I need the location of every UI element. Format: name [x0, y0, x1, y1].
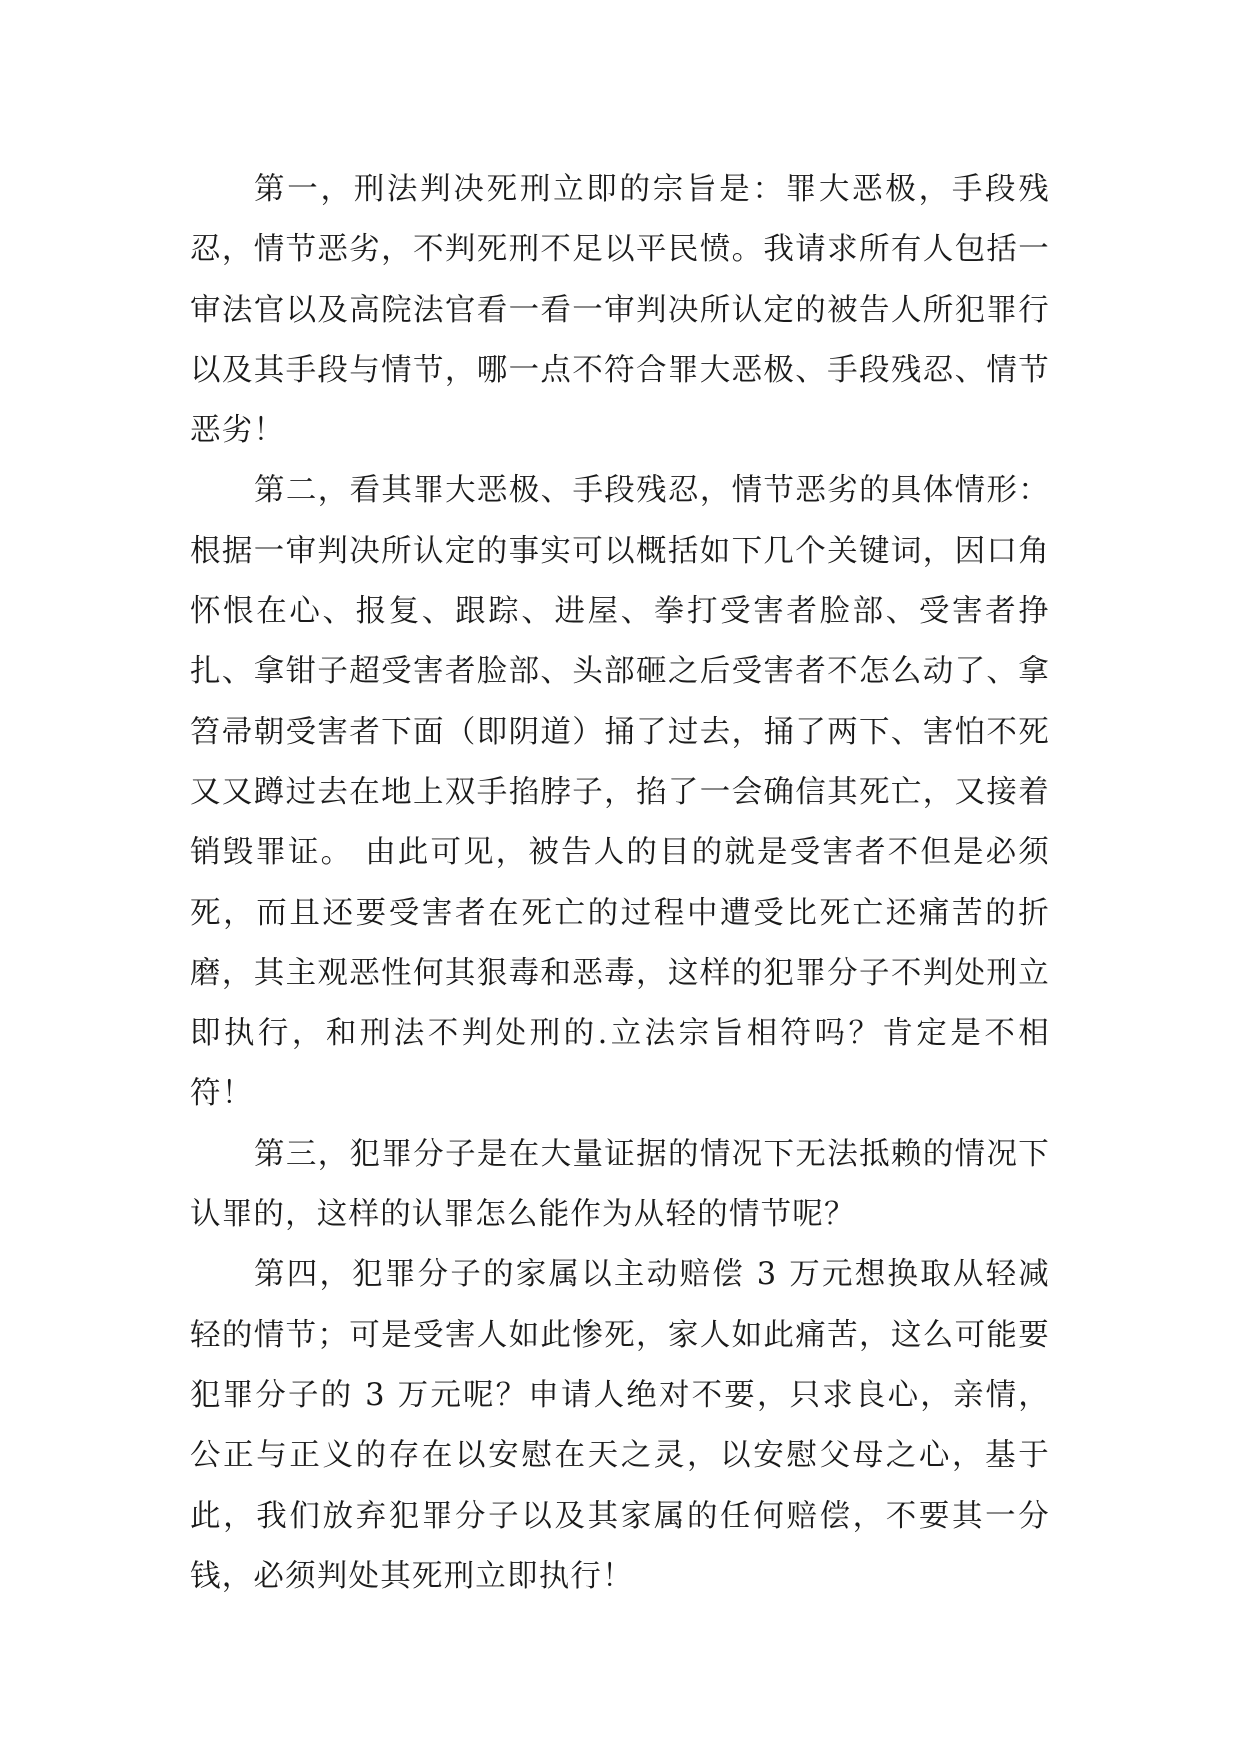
paragraph-first-point: 第一，刑法判决死刑立即的宗旨是：罪大恶极，手段残忍，情节恶劣，不判死刑不足以平民愤。我请求所有人包括一审法官以及高院法官看一看一审判决所认定的被告人所犯罪行以及其手段与情节，哪一点不符合罪大恶极、手段残忍、情节恶劣！ — [190, 172, 1050, 449]
document-body — [190, 160, 1050, 1607]
paragraph-third-point: 第三，犯罪分子是在大量证据的情况下无法抵赖的情况下认罪的，这样的认罪怎么能作为从轻的情节呢？ — [190, 1136, 1050, 1233]
paragraph-second-point: 第二，看其罪大恶极、手段残忍，情节恶劣的具体情形：根据一审判决所认定的事实可以概括如下几个关键词，因口角怀恨在心、报复、跟踪、进屋、拳打受害者脸部、受害者挣扎、拿钳子超受害者脸部、头部砸之后受害者不怎么动了、拿笤帚朝受害者下面（即阴道）捅了过去，捅了两下、害怕不死又又蹲过去在地上双手掐脖子，掐了一会确信其死亡，又接着销毁罪证。 由此可见，被告人的目的就是受害者不但是必须死，而且还要受害者在死亡的过程中遭受比死亡还痛苦的折磨，其主观恶性何其狠毒和恶毒，这样的犯罪分子不判处刑立即执行，和刑法不判处刑的.立法宗旨相符吗？肯定是不相符！ — [190, 473, 1050, 1112]
paragraph-fourth-point: 第四，犯罪分子的家属以主动赔偿 3 万元想换取从轻减轻的情节；可是受害人如此惨死，家人如此痛苦，这么可能要犯罪分子的 3 万元呢？申请人绝对不要，只求良心，亲情，公正与正义的存在以安慰在天之灵，以安慰父母之心，基于此，我们放弃犯罪分子以及其家属的任何赔偿，不要其一分钱，必须判处其死刑立即执行！ — [190, 1257, 1050, 1594]
